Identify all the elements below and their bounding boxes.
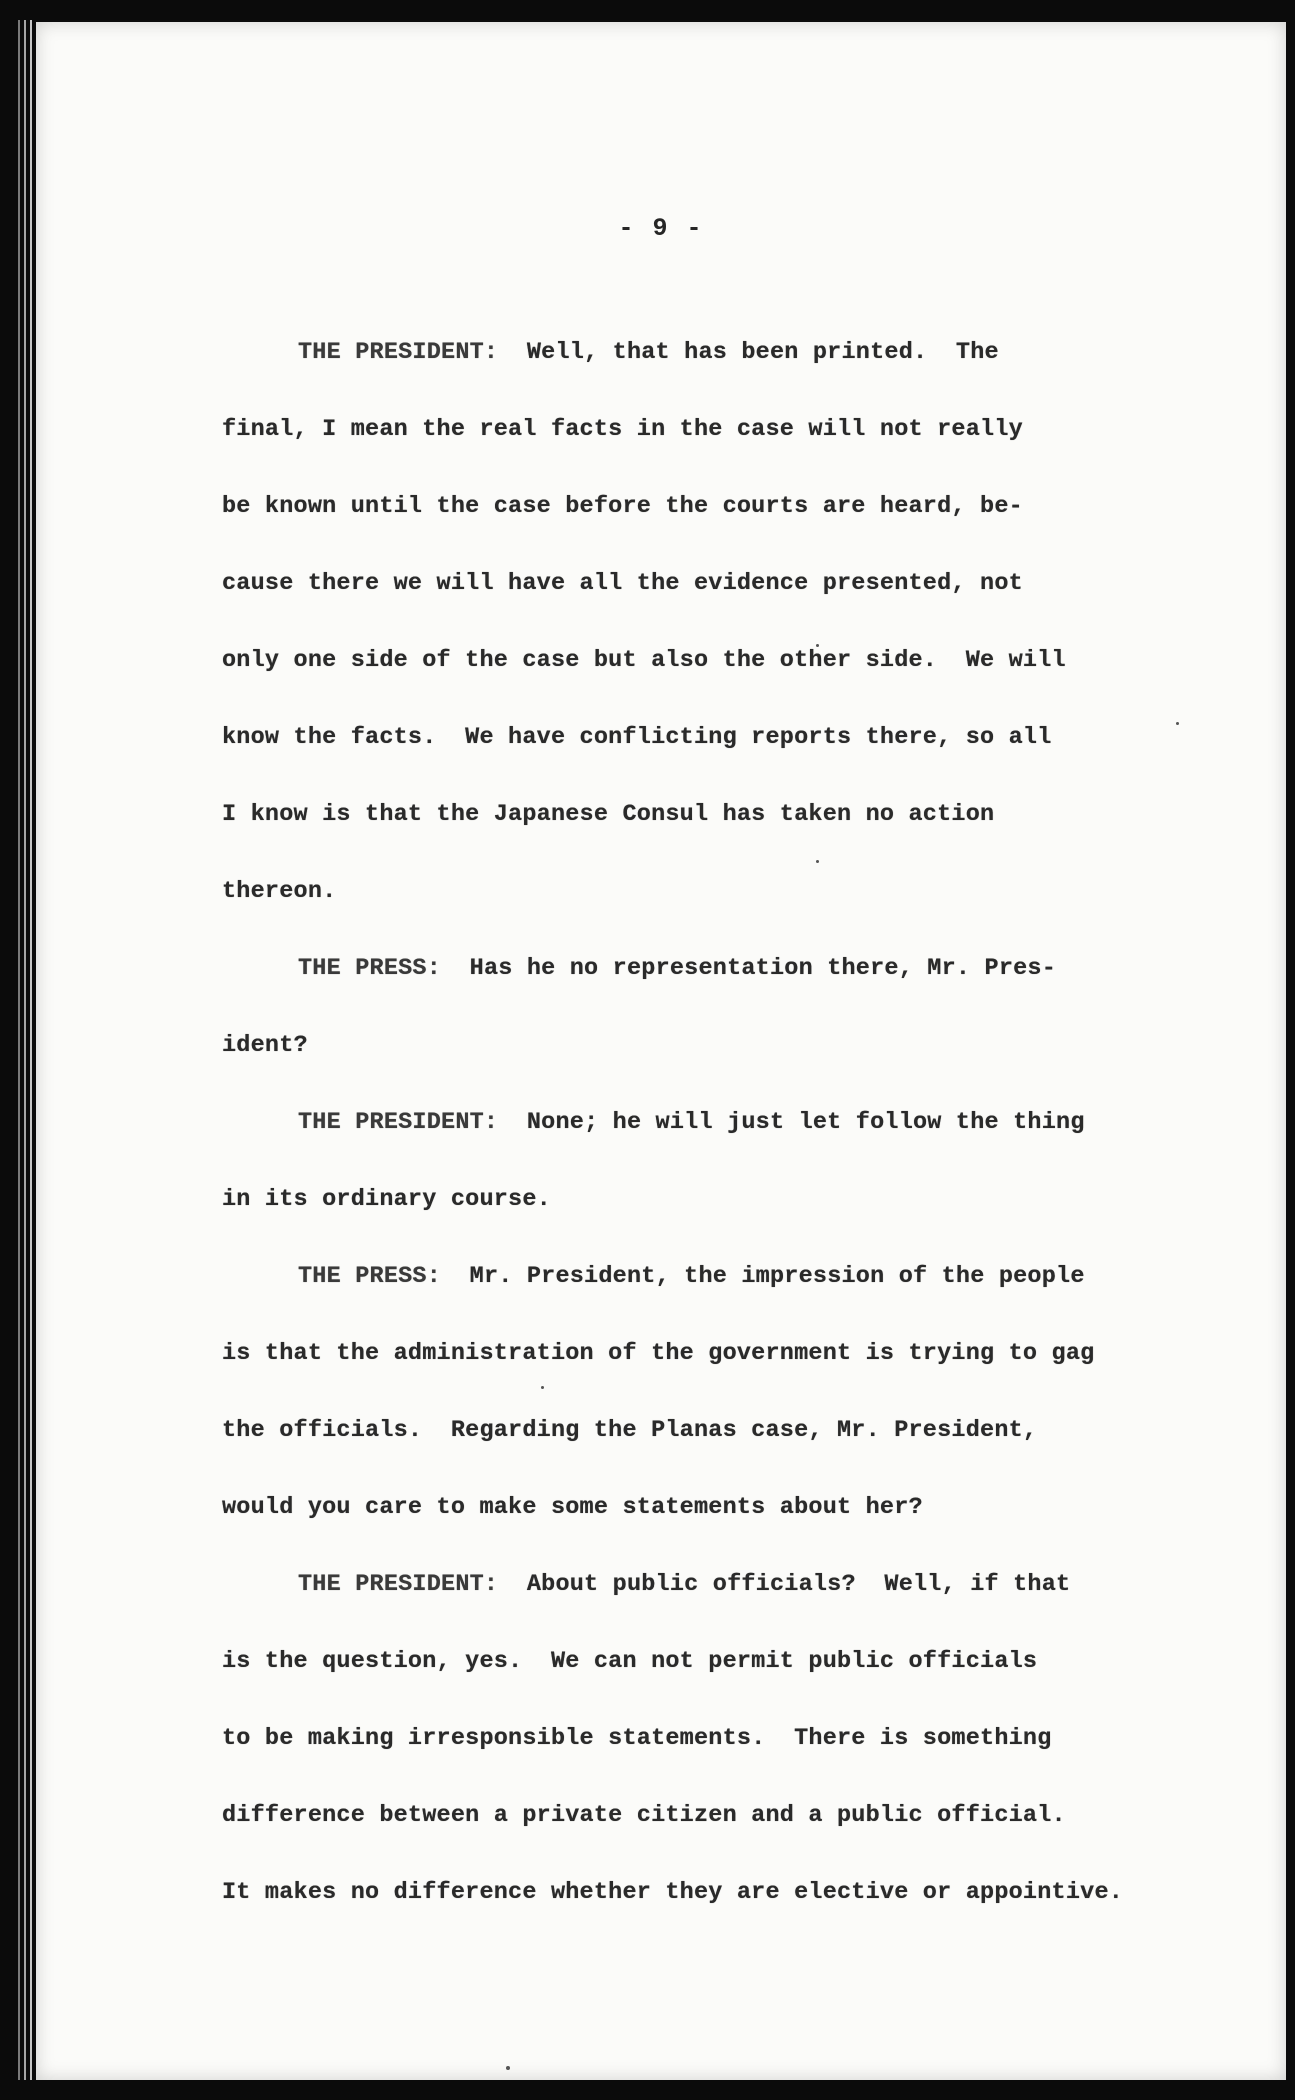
line-text: in its ordinary course. <box>222 1186 551 1213</box>
speaker-label: THE PRESIDENT: <box>298 1571 499 1598</box>
speaker-label: THE PRESIDENT: <box>298 1109 499 1136</box>
line-text: final, I mean the real facts in the case will not really <box>222 416 1023 443</box>
line-text: I know is that the Japanese Consul has taken no action <box>222 801 995 828</box>
text-line <box>222 930 1232 1007</box>
line-text: About public officials? Well, if that <box>498 1571 1071 1598</box>
document-page <box>36 22 1286 2080</box>
text-line <box>222 1777 1232 1854</box>
text-line <box>222 853 1232 930</box>
text-line <box>222 1161 1232 1238</box>
text-line <box>222 1546 1232 1623</box>
line-text: is that the administration of the government is trying to gag <box>222 1340 1095 1367</box>
transcript-body <box>222 314 1232 1931</box>
page-edge <box>30 20 32 2080</box>
text-line <box>222 1854 1232 1931</box>
line-text: would you care to make some statements about her? <box>222 1494 923 1521</box>
text-line <box>222 776 1232 853</box>
text-line <box>222 545 1232 622</box>
text-line <box>222 391 1232 468</box>
line-text: thereon. <box>222 878 337 905</box>
line-text: Well, that has been printed. The <box>498 339 999 366</box>
text-line <box>222 1238 1232 1315</box>
line-text: None; he will just let follow the thing <box>498 1109 1085 1136</box>
page-number: - 9 - <box>618 214 704 243</box>
text-line <box>222 314 1232 391</box>
text-line <box>222 1007 1232 1084</box>
line-text: Has he no representation there, Mr. Pres- <box>441 955 1057 982</box>
text-line <box>222 1623 1232 1700</box>
line-text: know the facts. We have conflicting reports there, so all <box>222 724 1052 751</box>
line-text: the officials. Regarding the Planas case, Mr. President, <box>222 1417 1038 1444</box>
text-line <box>222 1469 1232 1546</box>
text-line <box>222 1392 1232 1469</box>
line-text: difference between a private citizen and a public official. <box>222 1802 1066 1829</box>
text-line <box>222 1315 1232 1392</box>
line-text: ident? <box>222 1032 308 1059</box>
line-text: is the question, yes. We can not permit public officials <box>222 1648 1038 1675</box>
page-edge <box>24 20 26 2080</box>
line-text: to be making irresponsible statements. There is something <box>222 1725 1052 1752</box>
text-line <box>222 699 1232 776</box>
speaker-label: THE PRESIDENT: <box>298 339 499 366</box>
line-text: cause there we will have all the evidence presented, not <box>222 570 1023 597</box>
speaker-label: THE PRESS: <box>298 955 442 982</box>
line-text: Mr. President, the impression of the people <box>441 1263 1085 1290</box>
speaker-label: THE PRESS: <box>298 1263 442 1290</box>
text-line <box>222 1700 1232 1777</box>
text-line <box>222 468 1232 545</box>
line-text: be known until the case before the courts are heard, be- <box>222 493 1023 520</box>
text-line <box>222 622 1232 699</box>
text-line <box>222 1084 1232 1161</box>
line-text: It makes no difference whether they are elective or appointive. <box>222 1879 1124 1906</box>
line-text: only one side of the case but also the other side. We will <box>222 647 1066 674</box>
page-edge <box>18 20 20 2080</box>
